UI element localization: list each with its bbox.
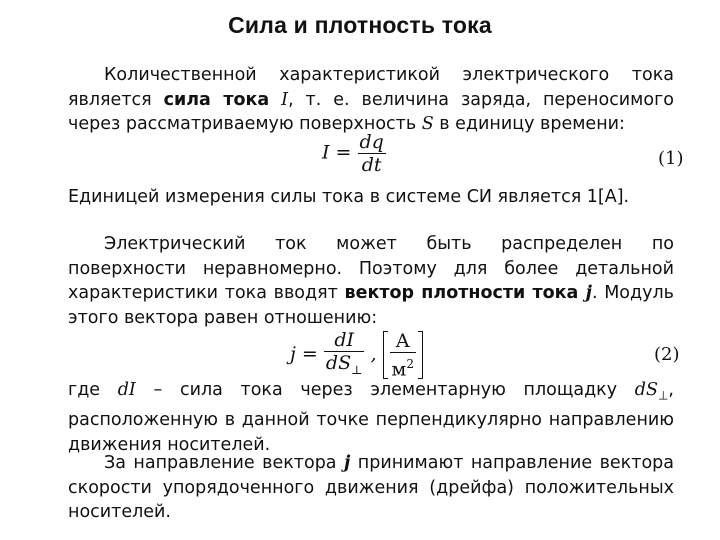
paragraph-direction bbox=[68, 451, 674, 525]
perp-subscript: ⊥ bbox=[657, 388, 669, 403]
bracket-corner bbox=[418, 331, 423, 332]
equation-lhs: j = bbox=[290, 342, 318, 365]
text-run: Количественной характеристикой электрического тока является bbox=[68, 65, 674, 110]
paragraph-definition bbox=[68, 63, 674, 137]
text-run: За направление вектора bbox=[104, 453, 344, 473]
fraction-denominator bbox=[324, 352, 364, 380]
paragraph-density bbox=[68, 232, 674, 330]
equation-number-1: (1) bbox=[658, 148, 684, 169]
text-run: , т. е. величина заряда, переносимого через рассматриваемую поверхность bbox=[68, 89, 674, 134]
symbol-dI: dI bbox=[117, 380, 136, 400]
equation-number-2: (2) bbox=[654, 344, 680, 365]
fraction-numerator: dI bbox=[324, 330, 364, 352]
paragraph-explanation bbox=[68, 378, 674, 457]
text-run: принимают направление вектора скорости упорядоченного движения (дрейфа) положительных носителей. bbox=[68, 453, 674, 522]
unit-denominator-text: м bbox=[391, 358, 407, 381]
slide-title: Сила и плотность тока bbox=[228, 12, 492, 38]
symbol-j: j bbox=[578, 283, 592, 303]
symbol-I: I bbox=[269, 89, 289, 110]
fraction bbox=[324, 330, 364, 380]
text-run: Электрический ток может быть распределен по поверхности неравномерно. Поэтому для более детальной характеристики тока вводят bbox=[68, 234, 674, 303]
paragraph-text bbox=[68, 378, 674, 457]
text-run: , расположенную в данной точке перпендикулярно направлению движения носителей. bbox=[68, 380, 674, 455]
comma: , bbox=[370, 342, 377, 365]
paragraph-text: Единицей измерения силы тока в системе СИ является 1[А]. bbox=[68, 187, 630, 207]
bracket-corner bbox=[383, 331, 388, 332]
denominator-text: dS bbox=[325, 352, 352, 374]
paragraph-unit bbox=[68, 185, 674, 210]
perp-subscript: ⊥ bbox=[351, 362, 363, 377]
equation-lhs: I = bbox=[322, 141, 352, 164]
unit-exponent: 2 bbox=[406, 356, 414, 371]
paragraph-text bbox=[68, 63, 674, 137]
unit-fraction bbox=[390, 331, 416, 379]
symbol-S: S bbox=[421, 114, 434, 134]
unit-denominator bbox=[390, 353, 416, 379]
symbol-j: j bbox=[344, 453, 351, 473]
unit-numerator: А bbox=[390, 331, 416, 353]
symbol-dS: dS bbox=[634, 380, 658, 400]
paragraph-text bbox=[68, 451, 674, 525]
fraction-numerator: dq bbox=[359, 131, 384, 153]
text-run: . Модуль этого вектора равен отношению: bbox=[68, 283, 674, 328]
term-current-strength: сила тока bbox=[163, 89, 270, 110]
term-current-density-vector: вектор плотности тока bbox=[344, 283, 579, 303]
text-run: в единицу времени: bbox=[433, 114, 625, 134]
fraction bbox=[358, 132, 386, 175]
fraction-denominator: dt bbox=[361, 154, 382, 176]
text-run: – сила тока через элементарную площадку bbox=[135, 380, 635, 400]
paragraph-text bbox=[68, 232, 674, 330]
equation-1 bbox=[322, 132, 386, 175]
equation-2 bbox=[290, 330, 423, 380]
text-run: где bbox=[68, 380, 118, 400]
unit-bracket bbox=[383, 331, 423, 379]
